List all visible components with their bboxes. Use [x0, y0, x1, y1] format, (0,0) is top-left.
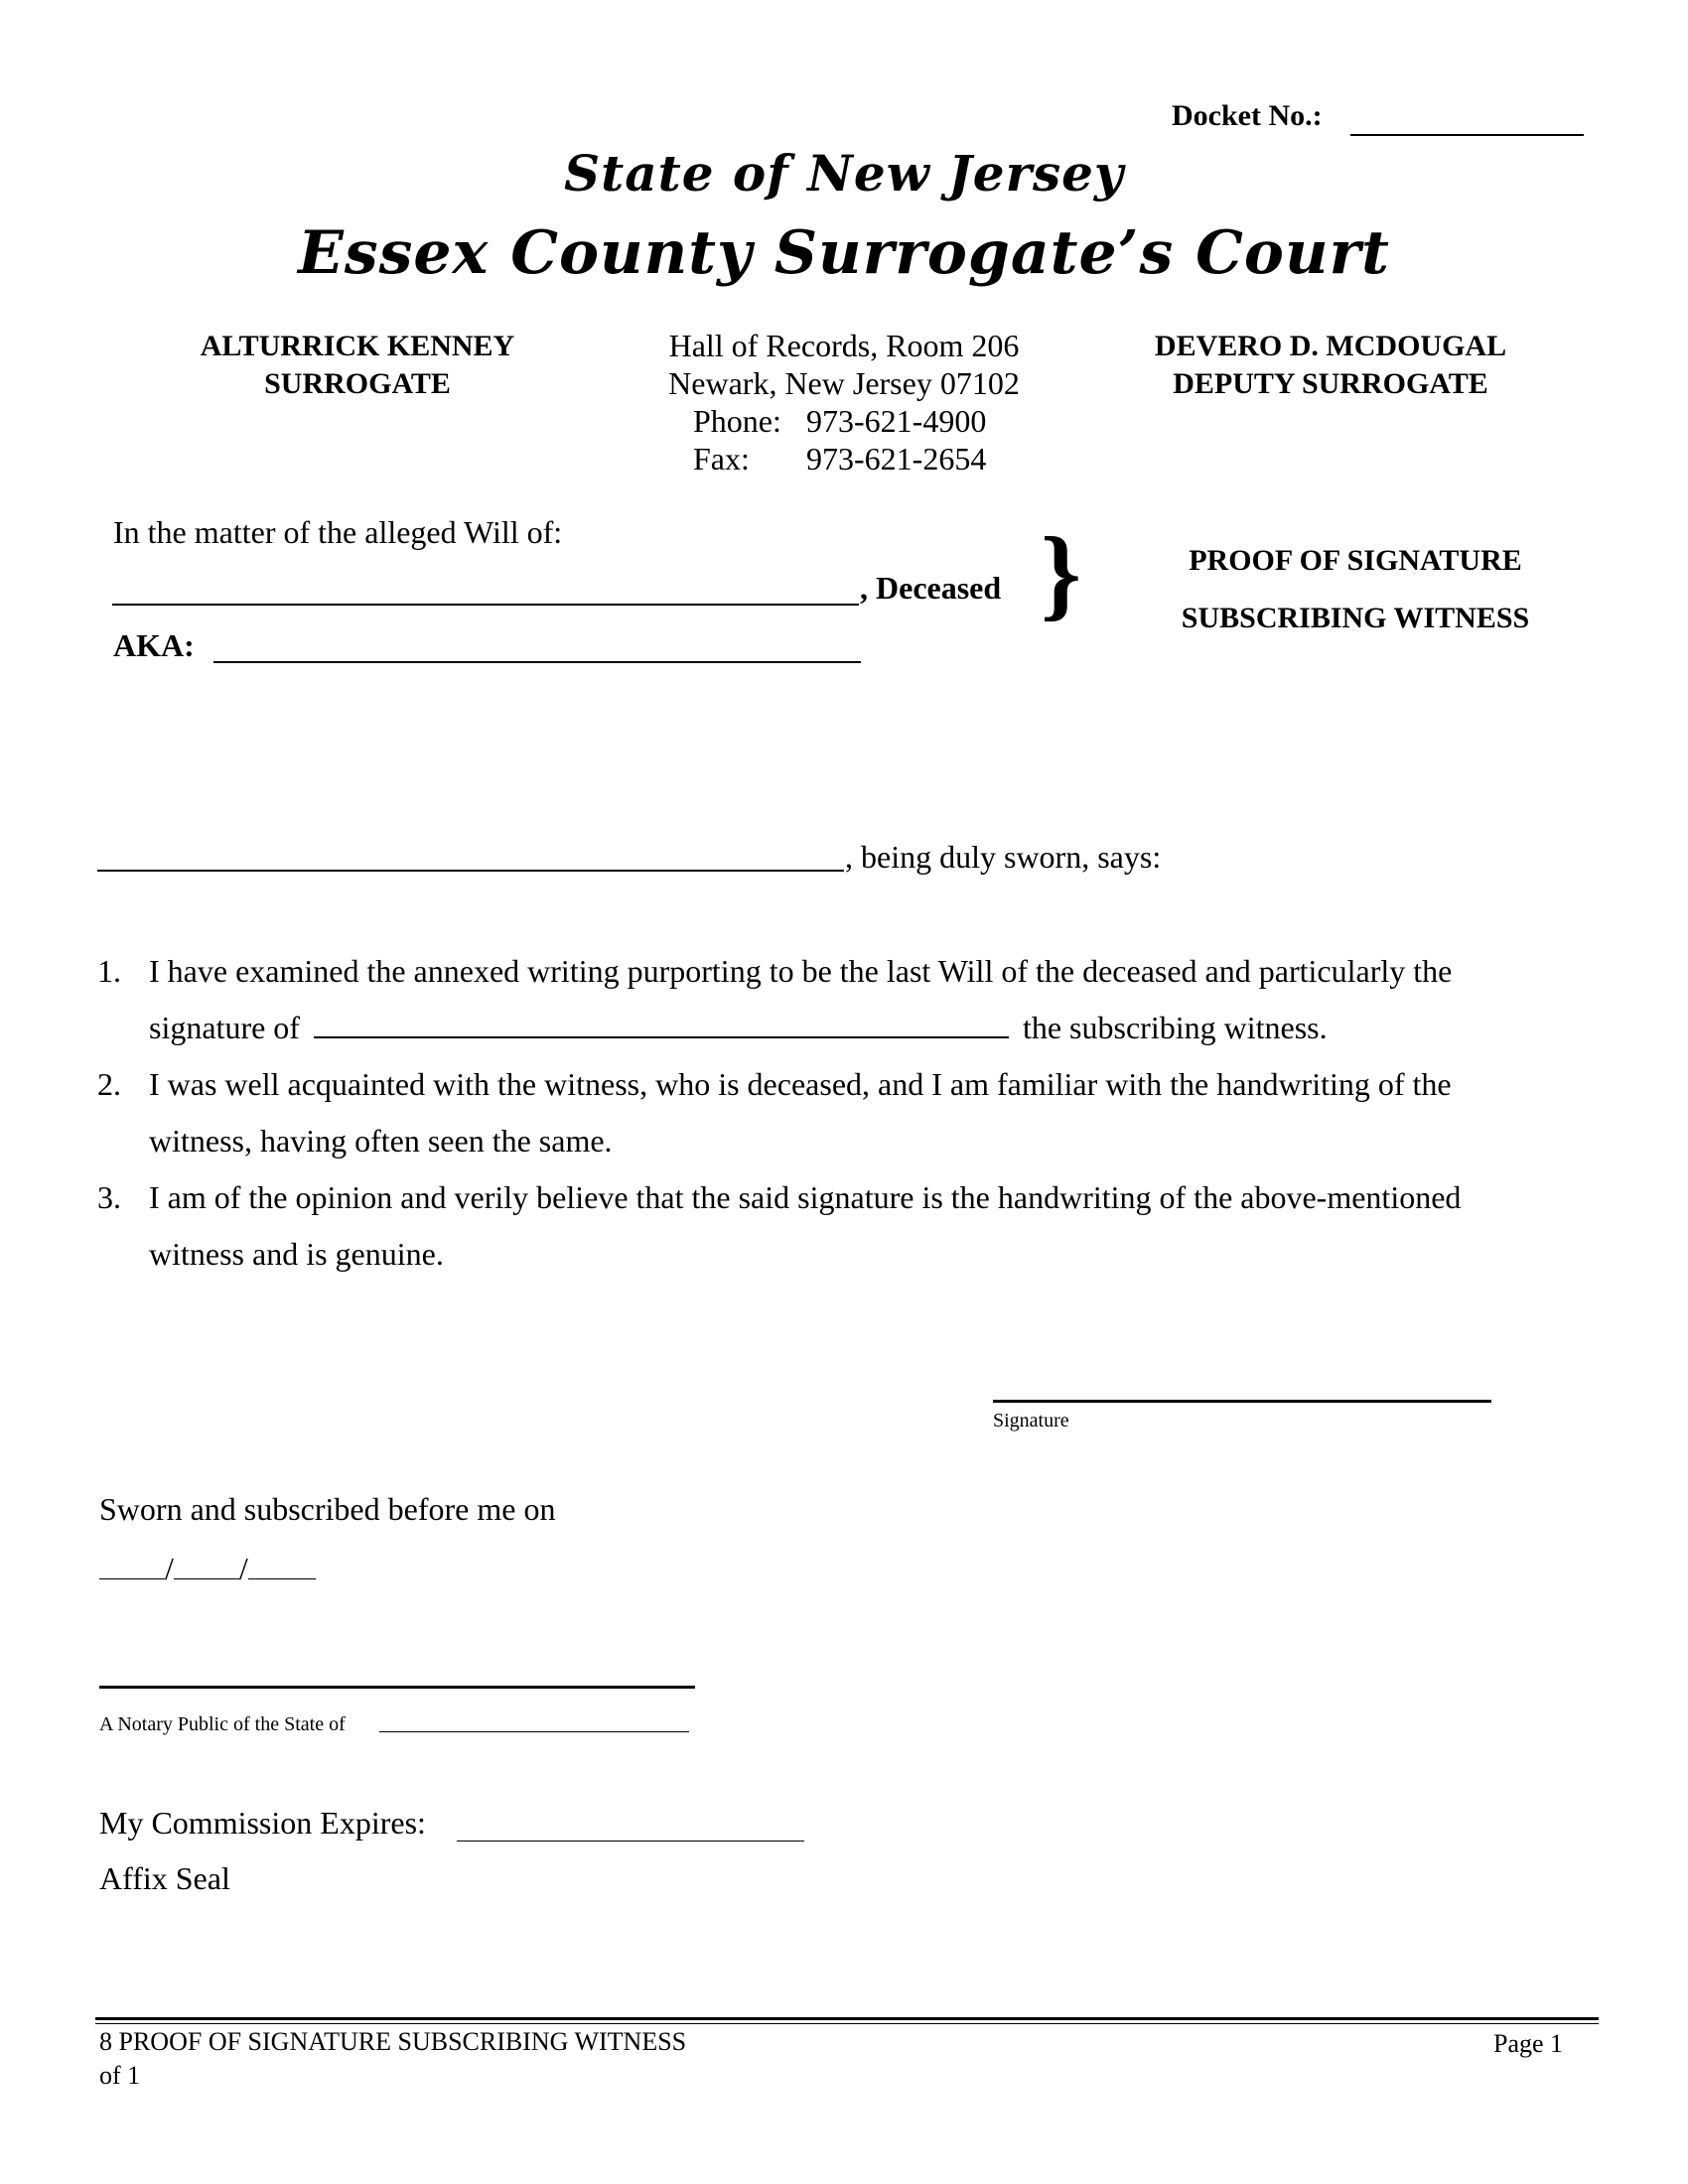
- notary-label: A Notary Public of the State of: [99, 1713, 346, 1735]
- item-number: 1.: [97, 953, 121, 989]
- deputy-surrogate-title: DEPUTY SURROGATE: [1173, 367, 1488, 400]
- witness-name-field[interactable]: [314, 1009, 1009, 1038]
- phone-number: 973-621-4900: [806, 403, 987, 439]
- docket-number-field[interactable]: [1350, 103, 1584, 136]
- footer-rule: [95, 2017, 1599, 2020]
- signature-of-label: signature of: [149, 1010, 300, 1045]
- date-year-field[interactable]: [248, 1553, 316, 1579]
- surrogate-title: SURROGATE: [264, 367, 451, 400]
- date-fields: [99, 1549, 316, 1588]
- caption-brace: }: [1041, 516, 1081, 630]
- date-separator: /: [238, 1551, 248, 1586]
- aka-field[interactable]: [213, 631, 861, 663]
- item-line-1: I have examined the annexed writing purporting to be the last Will of the deceased and particularly the: [149, 953, 1453, 989]
- footer-page-total: of 1: [99, 2061, 141, 2090]
- sworn-suffix: , being duly sworn, says:: [845, 839, 1162, 875]
- deputy-surrogate-name: DEVERO D. MCDOUGAL: [1154, 330, 1507, 362]
- item-line-2: witness and is genuine.: [149, 1236, 444, 1272]
- fax-label: Fax:: [693, 441, 750, 477]
- signature-line[interactable]: [993, 1400, 1491, 1403]
- date-day-field[interactable]: [174, 1553, 239, 1579]
- address-line-2: Newark, New Jersey 07102: [668, 365, 1020, 401]
- phone-label: Phone:: [693, 403, 781, 439]
- matter-text: In the matter of the alleged Will of:: [113, 514, 563, 550]
- subscribing-witness-text: the subscribing witness.: [1022, 1010, 1328, 1045]
- date-separator: /: [165, 1551, 174, 1586]
- aka-label: AKA:: [113, 627, 195, 663]
- decedent-name-field[interactable]: [112, 574, 859, 606]
- footer-form-name: 8 PROOF OF SIGNATURE SUBSCRIBING WITNESS: [99, 2027, 687, 2056]
- date-month-field[interactable]: [99, 1553, 165, 1579]
- address-line-1: Hall of Records, Room 206: [668, 328, 1020, 363]
- footer-rule-thin: [95, 2023, 1599, 2024]
- court-title: Essex County Surrogate’s Court: [298, 218, 1390, 288]
- docket-label: Docket No.:: [1172, 99, 1323, 132]
- footer-page-number: Page 1: [1493, 2029, 1564, 2058]
- item-line-1: I am of the opinion and verily believe that the said signature is the handwriting of the above-mentioned: [149, 1179, 1462, 1215]
- notary-state-field[interactable]: [379, 1731, 689, 1732]
- fax-number: 973-621-2654: [806, 441, 987, 477]
- item-number: 2.: [97, 1066, 121, 1102]
- form-title-line-1: PROOF OF SIGNATURE: [1189, 544, 1522, 577]
- commission-label: My Commission Expires:: [99, 1805, 426, 1841]
- state-title: State of New Jersey: [564, 144, 1124, 203]
- sworn-before-text: Sworn and subscribed before me on: [99, 1491, 556, 1527]
- form-title-line-2: SUBSCRIBING WITNESS: [1181, 602, 1530, 634]
- item-number: 3.: [97, 1179, 121, 1215]
- item-line-1: I was well acquainted with the witness, who is deceased, and I am familiar with the handwriting of the: [149, 1066, 1452, 1102]
- commission-expiry-field[interactable]: [457, 1841, 804, 1842]
- item-line-2: [149, 1000, 1559, 1056]
- notary-signature-line[interactable]: [99, 1686, 695, 1689]
- surrogate-name: ALTURRICK KENNEY: [200, 330, 515, 362]
- affiant-name-field[interactable]: [97, 840, 844, 872]
- item-line-2: witness, having often seen the same.: [149, 1123, 613, 1159]
- deceased-label: , Deceased: [860, 570, 1002, 606]
- affix-seal-text: Affix Seal: [99, 1860, 230, 1896]
- signature-label: Signature: [993, 1410, 1069, 1432]
